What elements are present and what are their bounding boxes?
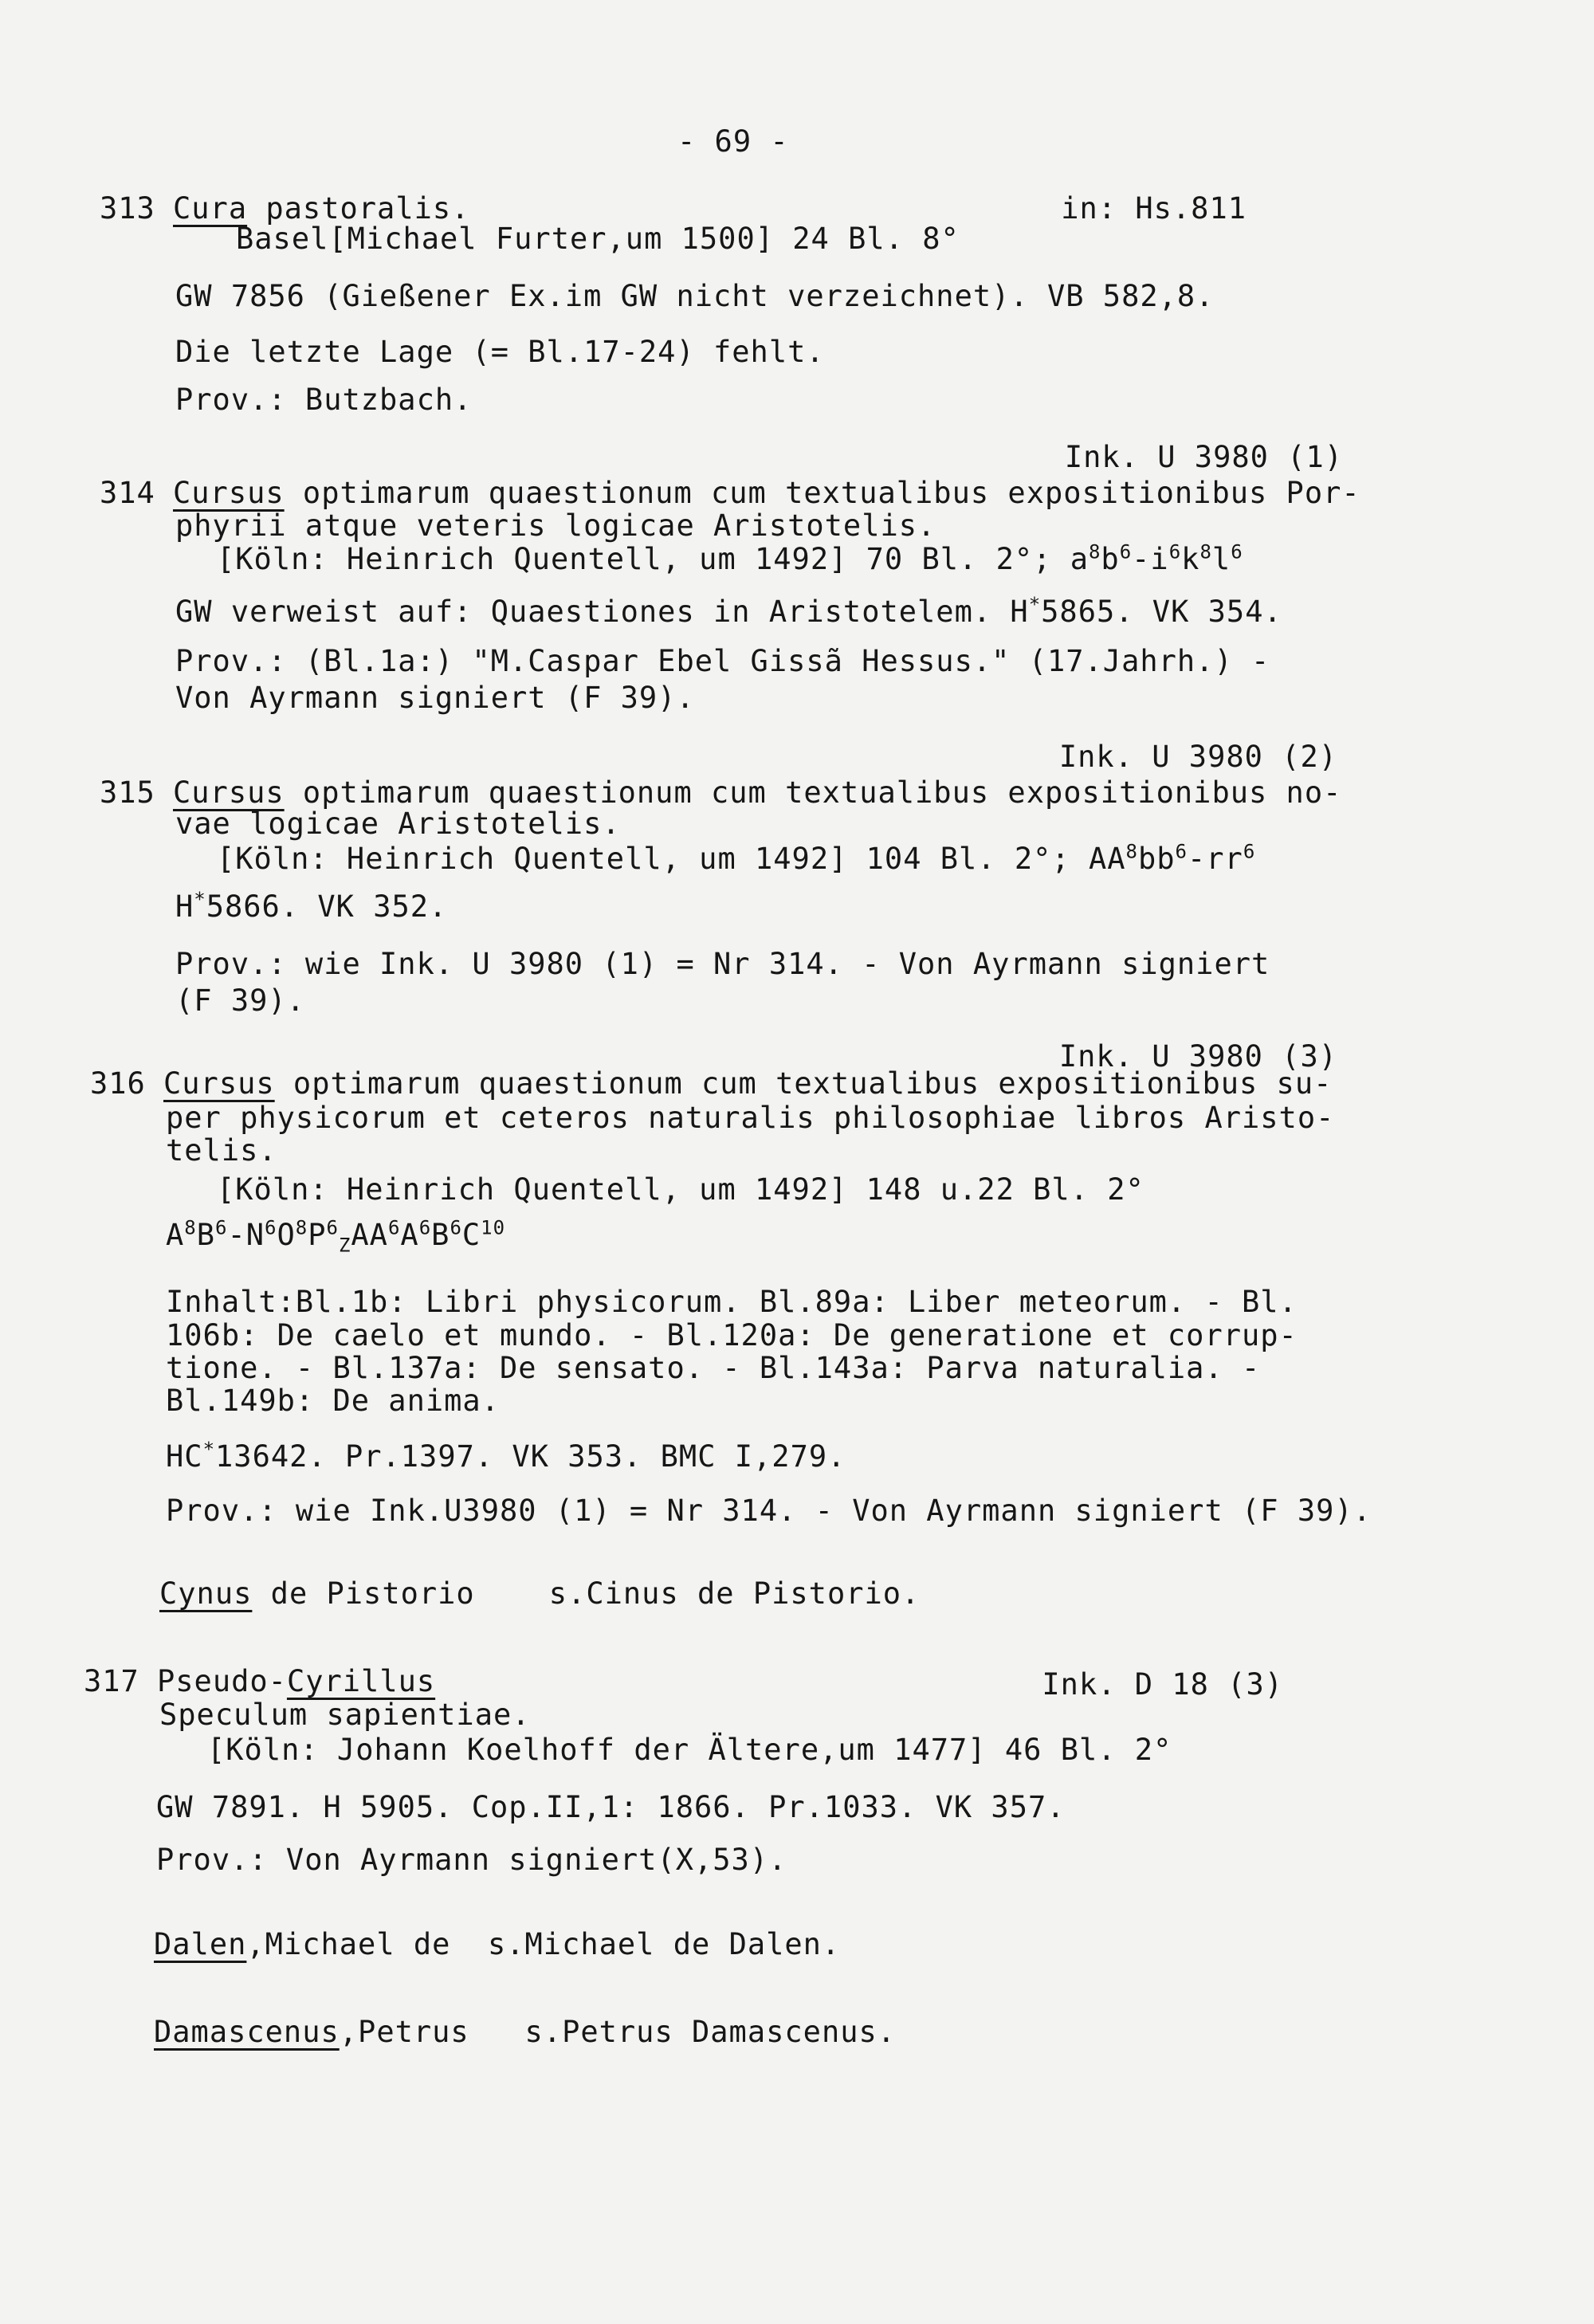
provenance-line: Prov.: wie Ink. U 3980 (1) = Nr 314. - Von Ayrmann signiert xyxy=(175,947,1270,981)
shelfmark: Ink. U 3980 (2) xyxy=(1058,740,1337,774)
entry-head-word: Cura xyxy=(173,191,248,226)
entry-number: 314 xyxy=(100,476,155,510)
cross-reference-text: ,Petrus s.Petrus Damascenus. xyxy=(339,2015,897,2049)
imprint-line: [Köln: Heinrich Quentell, um 1492] 104 Bl. 2°; $AA^8bb^6-rr^6$ xyxy=(217,840,1256,876)
page-number: - 69 - xyxy=(677,124,789,159)
provenance-line: (F 39). xyxy=(175,983,305,1018)
title-continuation: telis. xyxy=(166,1133,277,1168)
shelfmark: in: Hs.811 xyxy=(1061,191,1247,226)
reference-line: H*5866. VK 352. xyxy=(175,888,448,924)
cross-reference-cynus xyxy=(159,1578,920,1610)
cross-reference-text: ,Michael de s.Michael de Dalen. xyxy=(246,1927,841,1961)
contents-line: Bl.149b: De anima. xyxy=(166,1384,500,1418)
title-line: Speculum sapientiae. xyxy=(159,1698,531,1732)
title-continuation: vae logicae Aristotelis. xyxy=(175,807,621,841)
entry-head-prefix: Pseudo- xyxy=(157,1664,287,1698)
provenance-line: Prov.: (Bl.1a:) "M.Caspar Ebel Gissã Hessus." (17.Jahrh.) - xyxy=(175,644,1270,678)
entry-head-word: Cursus xyxy=(163,1066,275,1101)
entry-heading xyxy=(100,477,1360,509)
provenance-line: Prov.: Butzbach. xyxy=(175,383,473,417)
entry-number: 315 xyxy=(100,775,155,810)
contents-line: tione. - Bl.137a: De sensato. - Bl.143a: Parva naturalia. - xyxy=(166,1351,1261,1385)
entry-number: 316 xyxy=(90,1066,146,1101)
provenance-line: Prov.: Von Ayrmann signiert(X,53). xyxy=(156,1843,787,1877)
reference-line: GW verweist auf: Quaestiones in Aristotelem. H*5865. VK 354. xyxy=(175,593,1282,629)
note-line: Die letzte Lage (= Bl.17-24) fehlt. xyxy=(175,335,825,369)
entry-title: optimarum quaestionum cum textualibus expositionibus no- xyxy=(284,775,1342,810)
entry-heading xyxy=(100,777,1341,809)
contents-line: Inhalt:Bl.1b: Libri physicorum. Bl.89a: Liber meteorum. - Bl. xyxy=(166,1285,1298,1319)
entry-head-word: Cursus xyxy=(173,476,285,510)
cross-reference-dalen xyxy=(154,1929,840,1961)
entry-head-word: Cynus xyxy=(159,1576,253,1611)
entry-head-word: Damascenus xyxy=(154,2015,340,2049)
entry-title: pastoralis. xyxy=(247,191,470,226)
provenance-line: Von Ayrmann signiert (F 39). xyxy=(175,681,695,715)
entry-head-word: Dalen xyxy=(154,1927,247,1961)
collation-line: $A^8B^6-N^6O^8P^6_ZAA^6A^6B^6C^{10}$ xyxy=(166,1216,506,1257)
entry-head-word: Cursus xyxy=(173,775,285,810)
reference-line: GW 7891. H 5905. Cop.II,1: 1866. Pr.1033. VK 357. xyxy=(156,1790,1066,1824)
reference-line: HC*13642. Pr.1397. VK 353. BMC I,279. xyxy=(166,1438,846,1474)
shelfmark: Ink. U 3980 (3) xyxy=(1058,1039,1337,1074)
entry-head-word: Cyrillus xyxy=(286,1664,436,1698)
imprint-line: [Köln: Heinrich Quentell, um 1492] 148 u.22 Bl. 2° xyxy=(217,1172,1144,1207)
reference-line: GW 7856 (Gießener Ex.im GW nicht verzeichnet). VB 582,8. xyxy=(175,279,1215,313)
contents-line: 106b: De caelo et mundo. - Bl.120a: De generatione et corrup- xyxy=(166,1318,1298,1352)
cross-reference-text: de Pistorio s.Cinus de Pistorio. xyxy=(252,1576,921,1611)
title-continuation: per physicorum et ceteros naturalis philosophiae libros Aristo- xyxy=(166,1101,1335,1135)
cross-reference-damascenus xyxy=(154,2016,896,2048)
entry-number: 317 xyxy=(84,1664,139,1698)
imprint-line: [Köln: Johann Koelhoff der Ältere,um 1477] 46 Bl. 2° xyxy=(207,1733,1172,1767)
imprint-line: [Köln: Heinrich Quentell, um 1492] 70 Bl. 2°; $a^8b^6-i^6k^8l^6$ xyxy=(217,540,1243,576)
entry-title: optimarum quaestionum cum textualibus expositionibus su- xyxy=(274,1066,1333,1101)
entry-heading xyxy=(84,1666,435,1698)
shelfmark: Ink. D 18 (3) xyxy=(1042,1667,1283,1702)
shelfmark: Ink. U 3980 (1) xyxy=(1064,440,1343,474)
entry-number: 313 xyxy=(100,191,155,226)
provenance-line: Prov.: wie Ink.U3980 (1) = Nr 314. - Von Ayrmann signiert (F 39). xyxy=(166,1494,1372,1528)
entry-title: optimarum quaestionum cum textualibus expositionibus Por- xyxy=(284,476,1360,510)
entry-heading xyxy=(90,1068,1332,1100)
imprint-line: Basel[Michael Furter,um 1500] 24 Bl. 8° xyxy=(236,222,960,256)
title-continuation: phyrii atque veteris logicae Aristotelis. xyxy=(175,508,936,543)
entry-heading xyxy=(100,193,469,225)
